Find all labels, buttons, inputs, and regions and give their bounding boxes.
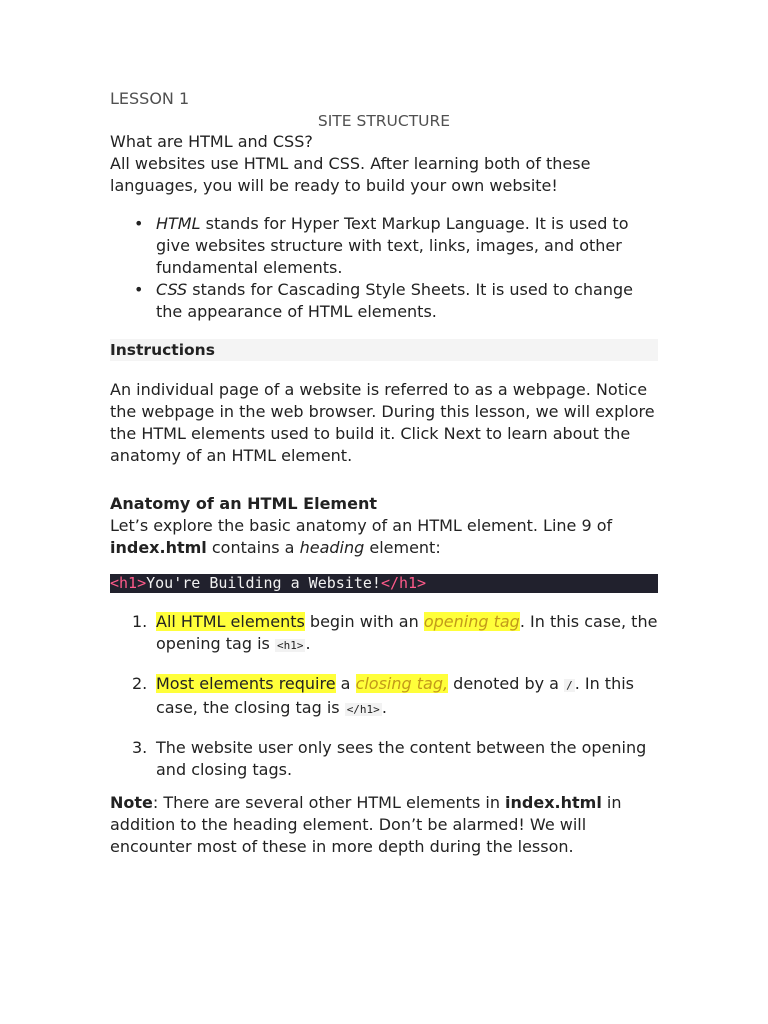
step-text: denoted by a	[448, 674, 565, 693]
bullet-text: stands for Hyper Text Markup Language. It is used to give websites structure with text, links, images, and other fundamental elements.	[156, 214, 629, 277]
anatomy-intro-text: element:	[364, 538, 441, 557]
step-text: . In this case, the opening tag is	[156, 612, 658, 653]
file-name: index.html	[110, 538, 207, 557]
inline-code: </h1>	[346, 703, 380, 716]
code-block	[110, 574, 658, 593]
definition-list	[110, 213, 658, 323]
bullet-term: HTML	[156, 214, 201, 233]
anatomy-intro-text: contains a	[206, 538, 300, 557]
instructions-band	[110, 339, 658, 361]
step-number: 1.	[132, 612, 148, 631]
note-text: in addition to the heading element. Don’t be alarmed! We will encounter most of these in more depth during the lesson.	[110, 793, 622, 856]
heading-word: heading	[299, 538, 365, 557]
inline-code: <h1>	[276, 639, 304, 652]
step-item	[132, 737, 658, 781]
anatomy-intro-text: Let’s explore the basic anatomy of an HTML element. Line 9 of	[110, 516, 613, 535]
step-number: 2.	[132, 674, 148, 693]
step-item	[132, 673, 658, 721]
lesson-label: LESSON 1	[110, 89, 190, 108]
step-text: . In this case, the closing tag is	[156, 674, 634, 717]
code-content: You're Building a Website!	[146, 574, 381, 592]
step-text: The website user only sees the content between the opening and closing tags.	[156, 738, 647, 779]
note-text: : There are several other HTML elements in	[152, 793, 506, 812]
step-text: .	[305, 634, 311, 653]
note-paragraph	[110, 792, 658, 858]
step-text: begin with an	[304, 612, 424, 631]
steps-list	[110, 611, 658, 797]
code-close-tag: </h1>	[380, 574, 427, 592]
step-text: a	[335, 674, 356, 693]
bullet-html	[156, 213, 658, 279]
term-opening-tag: opening tag	[423, 612, 520, 631]
step-number: 3.	[132, 738, 148, 757]
code-open-tag: <h1>	[110, 574, 147, 592]
question-heading: What are HTML and CSS?	[110, 132, 313, 151]
instructions-paragraph: An individual page of a website is referred to as a webpage. Notice the webpage in the web browser. During this lesson, we will explore the HTML elements used to build it. Click Next to learn about the anatomy of an HTML element.	[110, 380, 655, 465]
highlighted-text: All HTML elements	[156, 612, 305, 631]
highlighted-text: Most elements require	[156, 674, 336, 693]
inline-code-slash: /	[566, 679, 573, 692]
term-closing-tag: closing tag,	[355, 674, 449, 693]
bullet-term: CSS	[156, 280, 188, 299]
instructions-heading: Instructions	[110, 341, 215, 359]
step-item	[132, 611, 658, 657]
step-text: .	[381, 698, 387, 717]
anatomy-intro	[110, 515, 658, 559]
bullet-text: stands for Cascading Style Sheets. It is used to change the appearance of HTML elements.	[156, 280, 633, 321]
note-label: Note	[110, 793, 153, 812]
file-name: index.html	[505, 793, 602, 812]
anatomy-heading: Anatomy of an HTML Element	[110, 494, 377, 513]
intro-paragraph: All websites use HTML and CSS. After learning both of these languages, you will be ready to build your own website!	[110, 154, 591, 195]
section-title: SITE STRUCTURE	[317, 112, 451, 130]
bullet-css	[156, 279, 658, 323]
